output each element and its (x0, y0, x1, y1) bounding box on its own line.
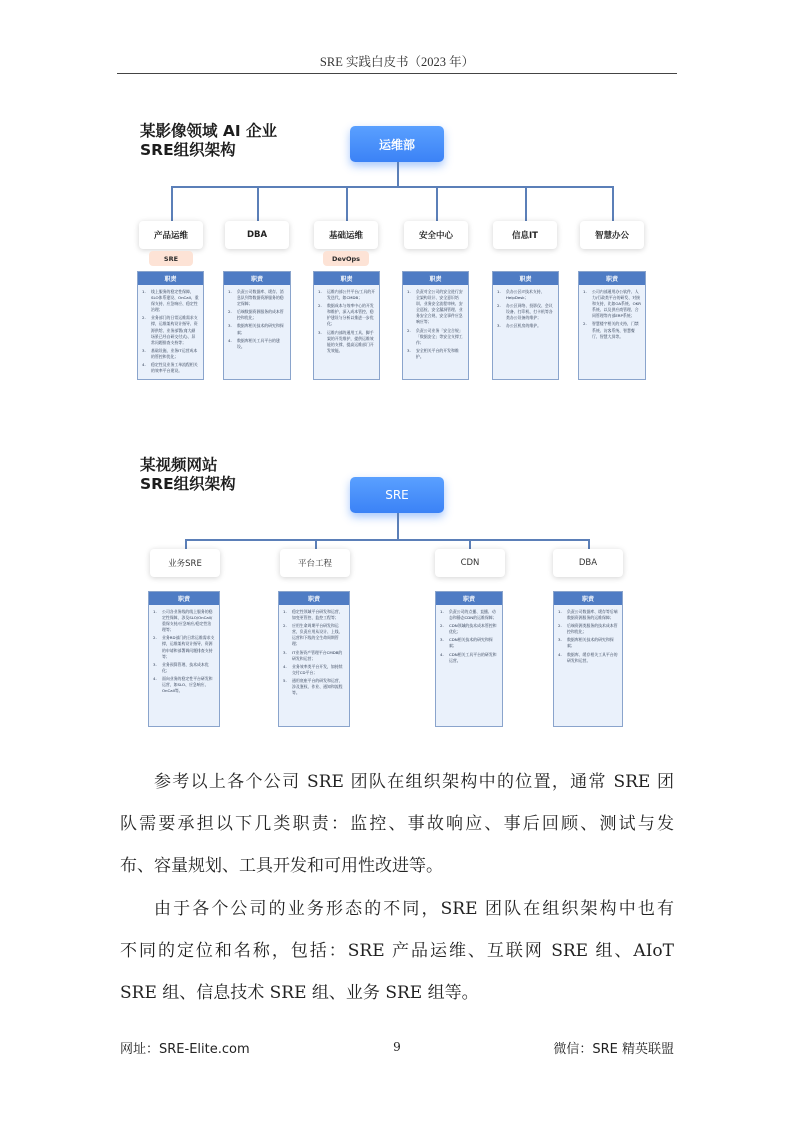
connector-line (171, 186, 613, 188)
duty-item: 1. 公司内部通用办公软件、人力/行政类平台的研发、对接和支持，比如OA系统、OKR系统、以及供应商管理、合同管理等内部ERP系统； (583, 289, 641, 319)
duty-item: 1. 线上服务的稳定性保障，SLO体系建设、OnCall、重保支持、应急响应、稳定性治理； (142, 289, 199, 313)
chart2-title-line1: 某视频网站 (140, 456, 218, 474)
duty-item: 1. 负责对全公司的安全进行安全架构设计、安全意识培训、业务安全流程审核、安全巡检、安全漏洞管理、业务安全合规、安全事件应急响应等； (407, 289, 463, 325)
duty-item: 2. 应用生命周期平台研发和运营，负责应用从设计、上线、运营和下线的全生命周期管理； (283, 623, 343, 647)
duty-item: 4. 面向业务的稳定性平台研发和运营，如SLO、应急响应、OnCall等。 (153, 675, 213, 694)
chart1-title-line1: 某影像领域 AI 企业 (140, 122, 278, 140)
duty-item: 4. 业务效率类平台开发，如持续交付CD平台； (283, 663, 343, 675)
duty-item: 2. 智慧楼宇相关的支持，门禁系统、访客系统、智慧餐厅、智慧大屏等。 (583, 321, 639, 339)
duty-list (314, 285, 379, 359)
duty-list (149, 605, 219, 699)
duty-item: 4. 数据库相关工具平台的建设。 (228, 337, 280, 349)
chart1-duty-box (137, 271, 204, 380)
duty-item: 2. CDN领域的技术成本管控和优化； (440, 623, 497, 635)
duty-item: 1. 负责公司数据库、缓存等后端数据资源服务的运维保障； (558, 609, 618, 621)
chart1-dept-node: 基础运维 (314, 221, 378, 249)
duty-item: 3. 数据库相关技术的研究和探索； (558, 637, 614, 649)
connector-line (257, 186, 259, 221)
duty-list (554, 605, 622, 669)
chart1-dept-node: 智慧办公 (580, 221, 644, 249)
connector-line (346, 186, 348, 221)
connector-line (185, 539, 589, 541)
chart1-title (140, 122, 277, 160)
duty-header: 职责 (224, 272, 290, 285)
chart2-duty-box (553, 591, 623, 727)
chart1-title-line2: SRE组织架构 (140, 141, 236, 159)
footer-website: 网址：SRE-Elite.com (120, 1042, 250, 1057)
paragraph-line: 布、容量规划、工具开发和可用性改进等。 (120, 856, 443, 876)
chart1-dept-node: 产品运维 (139, 221, 203, 249)
duty-item: 2. 办公区网络、投影仪、会议设备、打印机、打卡机等各类办公设备的维护； (497, 303, 553, 321)
chart2-title (140, 456, 236, 494)
duty-item: 1. 负责公司数据库、缓存、消息队列等数据资源服务的稳定保障； (228, 289, 284, 307)
paragraph-line: 参考以上各个公司 SRE 团队在组织架构中的位置，通常 SRE 团 (154, 772, 674, 792)
duty-item: 4. 稳定性及业务工单流程相关的效率平台建设。 (142, 362, 198, 374)
header-rule (117, 73, 677, 74)
duty-item: 2. 后端数据资源服务的成本管控和优化； (228, 309, 284, 321)
duty-item: 3. 数据库相关技术的研究和探索； (228, 323, 284, 335)
duty-item: 1. 负责公司的点播、直播、动态和静态CDN的运维保障； (440, 609, 497, 621)
duty-item: 3. IT业务资产管理平台CMDB的研发和运营； (283, 649, 343, 661)
chart1-duty-box (313, 271, 380, 380)
duty-item: 1. 公司各业务线的线上服务的稳定性保障，涉及SLO/OnCall/重保支持/应急响应/稳定性治理等； (153, 609, 213, 633)
chart1-dept-node: 安全中心 (404, 221, 468, 249)
connector-line (185, 539, 187, 549)
duty-header: 职责 (149, 592, 219, 605)
connector-line (171, 186, 173, 221)
connector-line (397, 162, 399, 187)
duty-list (436, 605, 502, 669)
duty-list (493, 285, 558, 335)
connector-line (588, 539, 590, 549)
paragraph-line: 不同的定位和名称，包括：SRE 产品运维、互联网 SRE 组、AIoT (120, 941, 674, 961)
chart1-dept-node: DBA (225, 221, 289, 249)
duty-item: 3. 基础设施、业务IT运营成本的管控和优化； (142, 347, 198, 359)
footer-wechat: 微信：SRE 精英联盟 (553, 1042, 674, 1057)
duty-item: 1. 稳定性领域平台研发和运营，如变更管控、监控工程等； (283, 609, 343, 621)
chart1-duty-box (578, 271, 646, 380)
paragraph-line: 队需要承担以下几类职责：监控、事故响应、事后回顾、测试与发 (120, 814, 674, 834)
duty-item: 1. 运维内部公共平台/工具的开发迭代，如CMDB； (318, 289, 375, 301)
paragraph-1 (120, 761, 674, 887)
duty-item: 2. 负责公司业务「安全合规」「数据安全」等安全支撑工作； (407, 327, 463, 345)
connector-line (612, 186, 614, 221)
chart2-duty-box (435, 591, 503, 727)
paragraph-2 (120, 888, 674, 1014)
duty-item: 3. 运维内部的通用工具、脚手架的开发维护，提供运维效能的支撑，提高运维部门开发效能。 (318, 329, 374, 353)
page-header: SRE 实践白皮书（2023 年） (319, 55, 475, 69)
chart2-title-line2: SRE组织架构 (140, 475, 236, 493)
duty-item: 4. CDN相关工具平台的研发和运营。 (440, 651, 497, 663)
chart1-dept-node: 信息IT (493, 221, 557, 249)
duty-list (279, 605, 349, 701)
duty-header: 职责 (279, 592, 349, 605)
chart1-root-node: 运维部 (350, 126, 444, 162)
connector-line (436, 186, 438, 221)
chart2-dept-node: 业务SRE (150, 549, 220, 577)
duty-item: 2. 数据成本与效率中心的开发和维护，深入成本管控，稳护建设与分析以推进一步优化； (318, 303, 374, 327)
duty-item: 3. 办公区机房的维护。 (497, 323, 542, 329)
chart2-root-node: SRE (350, 477, 444, 513)
chart2-dept-node: CDN (435, 549, 505, 577)
page-number: 9 (393, 1040, 401, 1054)
duty-item: 1. 负办公区IT技术支持、HelpDesk； (497, 289, 545, 301)
duty-item: 3. 业务预算管理、技术成本优化； (153, 661, 209, 673)
duty-item: 2. 后端资源类服务的技术成本管控和优化； (558, 623, 618, 635)
duty-header: 职责 (579, 272, 645, 285)
chart2-dept-node: DBA (553, 549, 623, 577)
connector-line (469, 539, 471, 549)
chart1-duty-box (492, 271, 559, 380)
duty-list (403, 285, 468, 365)
chart1-duty-box (402, 271, 469, 380)
connector-line (525, 186, 527, 221)
duty-item: 3. 安全相关平台的开发和维护。 (407, 347, 459, 359)
connector-line (315, 539, 317, 549)
duty-header: 职责 (403, 272, 468, 285)
duty-item: 2. 业务RD部门的日常运维需求支撑，运维架构设计指导、资源的申请和部署调问题排查支持等； (153, 635, 215, 659)
duty-item: 5. 通用底座平台的研发和运营，涉及鉴权、作业、通知和流程等。 (283, 677, 343, 696)
duty-header: 职责 (314, 272, 379, 285)
paragraph-line: 由于各个公司的业务形态的不同，SRE 团队在组织架构中也有 (154, 899, 674, 919)
chart2-duty-box (148, 591, 220, 727)
paragraph-line: SRE 组、信息技术 SRE 组、业务 SRE 组等。 (120, 983, 479, 1003)
duty-item: 3. CDN相关技术的研究和探索； (440, 637, 493, 649)
duty-header: 职责 (436, 592, 502, 605)
chart2-duty-box (278, 591, 350, 727)
duty-list (138, 285, 203, 379)
duty-list (224, 285, 290, 355)
chart2-dept-node: 平台工程 (280, 549, 350, 577)
chart1-duty-box (223, 271, 291, 380)
duty-header: 职责 (138, 272, 203, 285)
duty-header: 职责 (554, 592, 622, 605)
duty-header: 职责 (493, 272, 558, 285)
role-tag: SRE (149, 251, 193, 266)
connector-line (397, 513, 399, 540)
duty-list (579, 285, 645, 345)
role-tag: DevOps (323, 251, 369, 266)
duty-item: 2. 业务部门的日常运维需求支撑，运维架构设计指导、资源供给、业务部署(商大颜场景已经自研交付式)、异常问题排查支持等； (142, 315, 198, 345)
duty-item: 4. 数据库、缓存相关工具平台的研发和运营。 (558, 651, 618, 663)
